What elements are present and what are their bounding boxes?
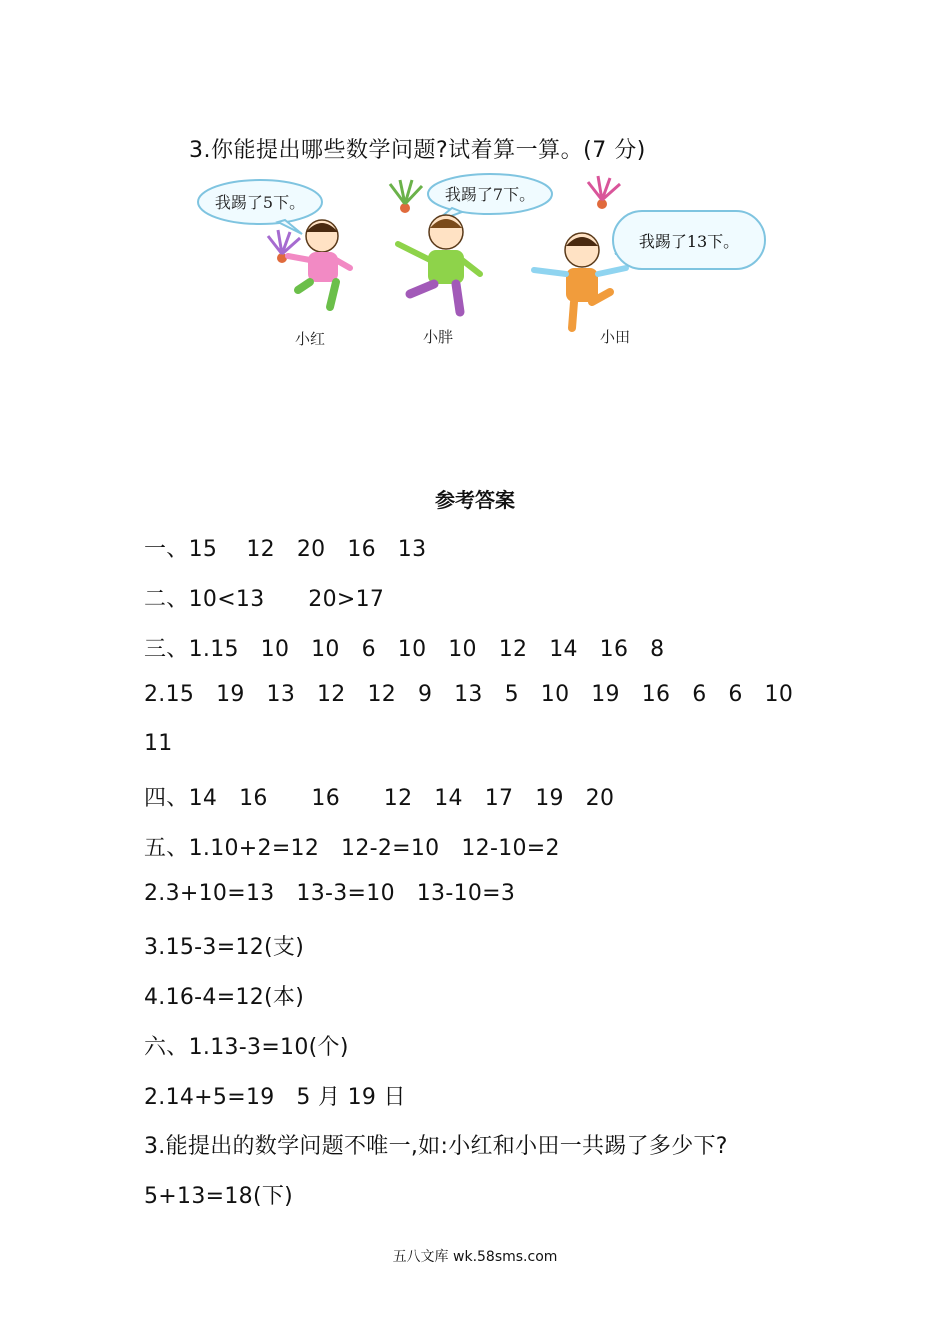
answer-line: 11: [144, 731, 173, 756]
answer-line: 2.14+5=19 5 月 19 日: [144, 1085, 406, 1110]
speech-xiaopang: 我踢了7下。: [444, 185, 536, 204]
answer-line: 5+13=18(下): [144, 1184, 294, 1209]
answer-line: 2.15 19 13 12 12 9 13 5 10 19 16 6 6 10: [144, 682, 794, 707]
speech-xiaohong: 我踢了5下。: [214, 193, 306, 212]
question-3: 3.你能提出哪些数学问题?试着算一算。(7 分): [189, 138, 646, 163]
shuttlecock-icon: [588, 176, 620, 209]
name-xiaohong: 小红: [294, 330, 326, 348]
answer-line: 4.16-4=12(本): [144, 985, 305, 1010]
footer-watermark: 五八文库 wk.58sms.com: [392, 1249, 558, 1265]
shuttlecock-icon: [390, 180, 422, 213]
answer-line: 六、1.13-3=10(个): [144, 1035, 349, 1060]
speech-bubble-xiaotian-text-box: [612, 210, 766, 270]
speech-bubble-xiaohong: [198, 180, 322, 234]
character-xiaohong: [288, 220, 350, 307]
answer-line: 四、14 16 16 12 14 17 19 20: [144, 786, 615, 811]
answer-line: 3.15-3=12(支): [144, 935, 305, 960]
answer-line: 2.3+10=13 13-3=10 13-10=3: [144, 881, 516, 906]
name-xiaopang: 小胖: [422, 328, 454, 346]
answer-line: 二、10<13 20>17: [144, 587, 385, 612]
answer-line: 五、1.10+2=12 12-2=10 12-10=2: [144, 836, 560, 861]
answer-line: 3.能提出的数学问题不唯一,如:小红和小田一共踢了多少下?: [144, 1134, 728, 1159]
name-xiaotian: 小田: [599, 328, 631, 346]
answer-line: 三、1.15 10 10 6 10 10 12 14 16 8: [144, 637, 665, 662]
answer-line: 一、15 12 20 16 13: [144, 537, 427, 562]
speech-xiaotian: 我踢了13下。: [638, 231, 740, 251]
character-xiaopang: [398, 215, 480, 312]
answer-key-title: 参考答案: [435, 488, 515, 512]
shuttlecock-illustration: [190, 172, 660, 357]
